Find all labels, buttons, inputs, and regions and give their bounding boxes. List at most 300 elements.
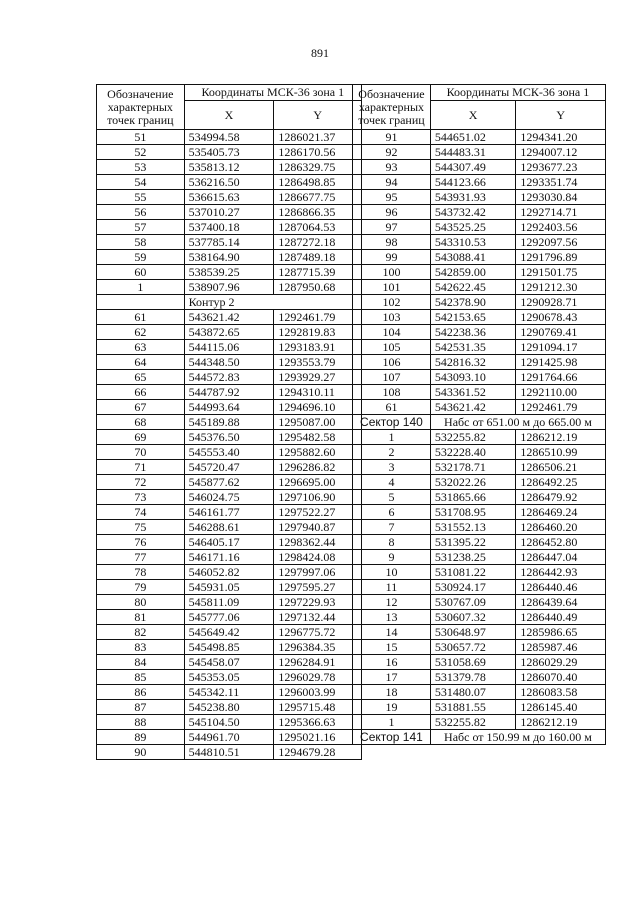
coord-x: 545777.06 bbox=[184, 610, 274, 625]
coord-y: 1295087.00 bbox=[274, 415, 362, 430]
coord-x: 532178.71 bbox=[430, 460, 516, 475]
coord-y: 1296284.91 bbox=[274, 655, 362, 670]
point-number: 4 bbox=[353, 475, 431, 490]
coord-x: 545104.50 bbox=[184, 715, 274, 730]
coord-x: 530767.09 bbox=[430, 595, 516, 610]
point-number: 106 bbox=[353, 355, 431, 370]
point-number: 8 bbox=[353, 535, 431, 550]
table-row bbox=[97, 700, 362, 715]
coord-x: 531881.55 bbox=[430, 700, 516, 715]
coord-y: 1286440.46 bbox=[516, 580, 606, 595]
point-number: 2 bbox=[353, 445, 431, 460]
coord-y: 1297522.27 bbox=[274, 505, 362, 520]
table-row bbox=[353, 520, 606, 535]
point-number: 12 bbox=[353, 595, 431, 610]
header-y: Y bbox=[274, 101, 362, 130]
coord-x: 530648.97 bbox=[430, 625, 516, 640]
point-number: 62 bbox=[97, 325, 185, 340]
header-x: X bbox=[430, 101, 516, 130]
coord-y: 1286447.04 bbox=[516, 550, 606, 565]
coord-x: 545498.85 bbox=[184, 640, 274, 655]
point-number: 5 bbox=[353, 490, 431, 505]
table-row bbox=[353, 220, 606, 235]
coord-y: 1296384.35 bbox=[274, 640, 362, 655]
table-row bbox=[97, 130, 362, 145]
point-number: 71 bbox=[97, 460, 185, 475]
point-number: 94 bbox=[353, 175, 431, 190]
coord-y: 1286866.35 bbox=[274, 205, 362, 220]
coord-y: 1295715.48 bbox=[274, 700, 362, 715]
coord-y: 1293553.79 bbox=[274, 355, 362, 370]
table-row bbox=[97, 460, 362, 475]
coord-y: 1291212.30 bbox=[516, 280, 606, 295]
table-row bbox=[97, 625, 362, 640]
table-row bbox=[353, 205, 606, 220]
header-y: Y bbox=[516, 101, 606, 130]
coord-x: 546052.82 bbox=[184, 565, 274, 580]
point-number: 66 bbox=[97, 385, 185, 400]
coord-x: 543310.53 bbox=[430, 235, 516, 250]
point-number: 80 bbox=[97, 595, 185, 610]
point-number: 7 bbox=[353, 520, 431, 535]
table-row bbox=[97, 385, 362, 400]
coord-y: 1291796.89 bbox=[516, 250, 606, 265]
coord-y: 1286170.56 bbox=[274, 145, 362, 160]
point-number: 69 bbox=[97, 430, 185, 445]
table-row bbox=[97, 655, 362, 670]
coord-x: 530607.32 bbox=[430, 610, 516, 625]
coord-x: 545877.62 bbox=[184, 475, 274, 490]
coord-y: 1297595.27 bbox=[274, 580, 362, 595]
point-number: 78 bbox=[97, 565, 185, 580]
point-number: 6 bbox=[353, 505, 431, 520]
coord-y: 1296286.82 bbox=[274, 460, 362, 475]
coord-y: 1293030.84 bbox=[516, 190, 606, 205]
table-row bbox=[353, 430, 606, 445]
header-x: X bbox=[184, 101, 274, 130]
point-number: 99 bbox=[353, 250, 431, 265]
table-row bbox=[97, 400, 362, 415]
coord-y: 1290928.71 bbox=[516, 295, 606, 310]
table-row bbox=[353, 535, 606, 550]
coord-y: 1286677.75 bbox=[274, 190, 362, 205]
coord-y: 1292714.71 bbox=[516, 205, 606, 220]
point-number: 70 bbox=[97, 445, 185, 460]
coord-y: 1286083.58 bbox=[516, 685, 606, 700]
table-row bbox=[97, 640, 362, 655]
table-row bbox=[97, 310, 362, 325]
contour-row bbox=[97, 295, 362, 310]
coord-x: 543093.10 bbox=[430, 370, 516, 385]
table-row bbox=[353, 715, 606, 730]
table-row bbox=[97, 505, 362, 520]
table-row bbox=[97, 595, 362, 610]
table-row bbox=[353, 280, 606, 295]
coord-y: 1286329.75 bbox=[274, 160, 362, 175]
table-row bbox=[353, 640, 606, 655]
header-designation: Обозначение характерных точек границ bbox=[353, 85, 431, 130]
coord-y: 1291094.17 bbox=[516, 340, 606, 355]
point-number: 63 bbox=[97, 340, 185, 355]
coord-y: 1286460.20 bbox=[516, 520, 606, 535]
coord-x: 531865.66 bbox=[430, 490, 516, 505]
coord-x: 544483.31 bbox=[430, 145, 516, 160]
table-row bbox=[353, 655, 606, 670]
coord-x: 538907.96 bbox=[184, 280, 274, 295]
coord-x: 546024.75 bbox=[184, 490, 274, 505]
sector-label: Сектор 140 bbox=[353, 415, 431, 430]
table-row bbox=[97, 355, 362, 370]
table-row bbox=[353, 400, 606, 415]
coord-x: 545376.50 bbox=[184, 430, 274, 445]
table-row bbox=[353, 130, 606, 145]
point-number: 58 bbox=[97, 235, 185, 250]
table-row bbox=[97, 535, 362, 550]
point-number: 107 bbox=[353, 370, 431, 385]
table-row bbox=[97, 325, 362, 340]
point-number: 93 bbox=[353, 160, 431, 175]
coord-y: 1286070.40 bbox=[516, 670, 606, 685]
coord-x: 546288.61 bbox=[184, 520, 274, 535]
point-number: 17 bbox=[353, 670, 431, 685]
coord-x: 542622.45 bbox=[430, 280, 516, 295]
point-number: 59 bbox=[97, 250, 185, 265]
coord-y: 1297132.44 bbox=[274, 610, 362, 625]
coord-x: 544348.50 bbox=[184, 355, 274, 370]
point-number: 72 bbox=[97, 475, 185, 490]
header-coords: Координаты МСК-36 зона 1 bbox=[430, 85, 605, 101]
point-number: 51 bbox=[97, 130, 185, 145]
point-number: 92 bbox=[353, 145, 431, 160]
point-number: 102 bbox=[353, 295, 431, 310]
table-row bbox=[97, 205, 362, 220]
table-row bbox=[353, 355, 606, 370]
coord-x: 545238.80 bbox=[184, 700, 274, 715]
coord-y: 1287715.39 bbox=[274, 265, 362, 280]
table-row bbox=[97, 265, 362, 280]
point-number: 9 bbox=[353, 550, 431, 565]
coord-x: 530924.17 bbox=[430, 580, 516, 595]
coord-y: 1295882.60 bbox=[274, 445, 362, 460]
coord-x: 538539.25 bbox=[184, 265, 274, 280]
coord-y: 1286212.19 bbox=[516, 715, 606, 730]
table-row bbox=[353, 475, 606, 490]
coord-y: 1294007.12 bbox=[516, 145, 606, 160]
coord-x: 543621.42 bbox=[430, 400, 516, 415]
coord-y: 1287064.53 bbox=[274, 220, 362, 235]
table-row bbox=[97, 160, 362, 175]
table-row bbox=[97, 715, 362, 730]
coord-x: 542378.90 bbox=[430, 295, 516, 310]
table-row bbox=[97, 415, 362, 430]
sector-row bbox=[353, 415, 606, 430]
coord-x: 545811.09 bbox=[184, 595, 274, 610]
table-row bbox=[353, 175, 606, 190]
point-number: 77 bbox=[97, 550, 185, 565]
coord-x: 543621.42 bbox=[184, 310, 274, 325]
coord-x: 531395.22 bbox=[430, 535, 516, 550]
table-row bbox=[97, 520, 362, 535]
coord-x: 544307.49 bbox=[430, 160, 516, 175]
coord-x: 544123.66 bbox=[430, 175, 516, 190]
coord-y: 1292110.00 bbox=[516, 385, 606, 400]
table-row bbox=[97, 370, 362, 385]
coord-x: 536615.63 bbox=[184, 190, 274, 205]
point-number: 74 bbox=[97, 505, 185, 520]
table-row bbox=[353, 580, 606, 595]
point-number: 10 bbox=[353, 565, 431, 580]
table-row bbox=[353, 685, 606, 700]
point-number: 55 bbox=[97, 190, 185, 205]
table-row bbox=[353, 460, 606, 475]
coord-x: 544961.70 bbox=[184, 730, 274, 745]
table-row bbox=[97, 175, 362, 190]
coord-y: 1286145.40 bbox=[516, 700, 606, 715]
coord-x: 535405.73 bbox=[184, 145, 274, 160]
coord-y: 1292819.83 bbox=[274, 325, 362, 340]
coord-y: 1285987.46 bbox=[516, 640, 606, 655]
point-number: 100 bbox=[353, 265, 431, 280]
coord-y: 1296003.99 bbox=[274, 685, 362, 700]
point-number: 84 bbox=[97, 655, 185, 670]
coord-y: 1296029.78 bbox=[274, 670, 362, 685]
coord-x: 537785.14 bbox=[184, 235, 274, 250]
coord-x: 531238.25 bbox=[430, 550, 516, 565]
coord-x: 532228.40 bbox=[430, 445, 516, 460]
coord-x: 545353.05 bbox=[184, 670, 274, 685]
point-number: 14 bbox=[353, 625, 431, 640]
coord-y: 1294310.11 bbox=[274, 385, 362, 400]
table-row bbox=[353, 565, 606, 580]
coord-x: 536216.50 bbox=[184, 175, 274, 190]
header-designation: Обозначение характерных точек границ bbox=[97, 85, 185, 130]
coordinates-table-right bbox=[352, 84, 606, 745]
table-row bbox=[353, 190, 606, 205]
table-row bbox=[97, 550, 362, 565]
sector-row bbox=[353, 730, 606, 745]
coord-y: 1286506.21 bbox=[516, 460, 606, 475]
coord-y: 1293351.74 bbox=[516, 175, 606, 190]
point-number: 15 bbox=[353, 640, 431, 655]
point-number: 88 bbox=[97, 715, 185, 730]
coord-y: 1293929.27 bbox=[274, 370, 362, 385]
coord-x: 544993.64 bbox=[184, 400, 274, 415]
point-number: 97 bbox=[353, 220, 431, 235]
coord-y: 1287950.68 bbox=[274, 280, 362, 295]
coord-x: 532022.26 bbox=[430, 475, 516, 490]
table-row bbox=[353, 700, 606, 715]
coord-y: 1286029.29 bbox=[516, 655, 606, 670]
coord-y: 1292097.56 bbox=[516, 235, 606, 250]
coord-x: 545720.47 bbox=[184, 460, 274, 475]
table-row bbox=[353, 265, 606, 280]
coord-x: 542816.32 bbox=[430, 355, 516, 370]
coord-y: 1286479.92 bbox=[516, 490, 606, 505]
coord-x: 543088.41 bbox=[430, 250, 516, 265]
contour-label: Контур 2 bbox=[184, 295, 361, 310]
coord-x: 531480.07 bbox=[430, 685, 516, 700]
table-row bbox=[97, 235, 362, 250]
coord-x: 544810.51 bbox=[184, 745, 274, 760]
coord-y: 1286442.93 bbox=[516, 565, 606, 580]
table-row bbox=[97, 340, 362, 355]
point-number: 101 bbox=[353, 280, 431, 295]
coord-y: 1290678.43 bbox=[516, 310, 606, 325]
coord-x: 545189.88 bbox=[184, 415, 274, 430]
coord-x: 537400.18 bbox=[184, 220, 274, 235]
coord-y: 1291425.98 bbox=[516, 355, 606, 370]
coord-x: 543732.42 bbox=[430, 205, 516, 220]
table-row bbox=[353, 370, 606, 385]
coord-y: 1293183.91 bbox=[274, 340, 362, 355]
point-number: 64 bbox=[97, 355, 185, 370]
table-row bbox=[353, 445, 606, 460]
point-number: 90 bbox=[97, 745, 185, 760]
point-number: 18 bbox=[353, 685, 431, 700]
coord-y: 1291764.66 bbox=[516, 370, 606, 385]
coord-x: 546171.16 bbox=[184, 550, 274, 565]
coord-y: 1292461.79 bbox=[516, 400, 606, 415]
point-number: 73 bbox=[97, 490, 185, 505]
point-number: 16 bbox=[353, 655, 431, 670]
coord-x: 532255.82 bbox=[430, 430, 516, 445]
coord-y: 1291501.75 bbox=[516, 265, 606, 280]
point-number: 61 bbox=[353, 400, 431, 415]
table-row bbox=[353, 250, 606, 265]
point-number: 57 bbox=[97, 220, 185, 235]
coord-x: 531081.22 bbox=[430, 565, 516, 580]
point-number: 68 bbox=[97, 415, 185, 430]
table-row bbox=[353, 550, 606, 565]
coord-x: 545649.42 bbox=[184, 625, 274, 640]
table-row bbox=[353, 235, 606, 250]
table-row bbox=[97, 745, 362, 760]
table-row bbox=[353, 670, 606, 685]
table-row bbox=[97, 280, 362, 295]
point-number: 3 bbox=[353, 460, 431, 475]
point-number: 65 bbox=[97, 370, 185, 385]
table-row bbox=[353, 310, 606, 325]
coord-y: 1296695.00 bbox=[274, 475, 362, 490]
coord-y: 1298362.44 bbox=[274, 535, 362, 550]
coord-y: 1285986.65 bbox=[516, 625, 606, 640]
table-row bbox=[97, 220, 362, 235]
coord-x: 543525.25 bbox=[430, 220, 516, 235]
coord-y: 1297106.90 bbox=[274, 490, 362, 505]
coord-x: 534994.58 bbox=[184, 130, 274, 145]
header-coords: Координаты МСК-36 зона 1 bbox=[184, 85, 361, 101]
point-number: 96 bbox=[353, 205, 431, 220]
table-row bbox=[353, 160, 606, 175]
coord-y: 1294696.10 bbox=[274, 400, 362, 415]
table-row bbox=[353, 625, 606, 640]
coord-y: 1286498.85 bbox=[274, 175, 362, 190]
coord-y: 1286452.80 bbox=[516, 535, 606, 550]
table-row bbox=[353, 385, 606, 400]
coord-y: 1292403.56 bbox=[516, 220, 606, 235]
table-row bbox=[97, 445, 362, 460]
coord-x: 535813.12 bbox=[184, 160, 274, 175]
coord-x: 543872.65 bbox=[184, 325, 274, 340]
coord-y: 1286021.37 bbox=[274, 130, 362, 145]
table-row bbox=[353, 145, 606, 160]
coord-y: 1297940.87 bbox=[274, 520, 362, 535]
coord-x: 545458.07 bbox=[184, 655, 274, 670]
point-number: 11 bbox=[353, 580, 431, 595]
nabs-range: Набс от 150.99 м до 160.00 м bbox=[430, 730, 605, 745]
coord-y: 1286469.24 bbox=[516, 505, 606, 520]
coord-x: 544115.06 bbox=[184, 340, 274, 355]
point-number: 91 bbox=[353, 130, 431, 145]
point-number: 82 bbox=[97, 625, 185, 640]
point-number: 13 bbox=[353, 610, 431, 625]
point-number: 98 bbox=[353, 235, 431, 250]
table-row bbox=[353, 490, 606, 505]
table-row bbox=[97, 610, 362, 625]
table-row bbox=[353, 295, 606, 310]
coord-y: 1286439.64 bbox=[516, 595, 606, 610]
coord-x: 544572.83 bbox=[184, 370, 274, 385]
coord-x: 537010.27 bbox=[184, 205, 274, 220]
coord-x: 543931.93 bbox=[430, 190, 516, 205]
point-number: 53 bbox=[97, 160, 185, 175]
point-number: 79 bbox=[97, 580, 185, 595]
coord-y: 1296775.72 bbox=[274, 625, 362, 640]
nabs-range: Набс от 651.00 м до 665.00 м bbox=[430, 415, 605, 430]
coord-x: 531708.95 bbox=[430, 505, 516, 520]
coord-x: 542531.35 bbox=[430, 340, 516, 355]
coord-y: 1295021.16 bbox=[274, 730, 362, 745]
point-number: 54 bbox=[97, 175, 185, 190]
coord-x: 542238.36 bbox=[430, 325, 516, 340]
coord-x: 542153.65 bbox=[430, 310, 516, 325]
table-row bbox=[353, 505, 606, 520]
coord-y: 1287489.18 bbox=[274, 250, 362, 265]
table-row bbox=[97, 730, 362, 745]
coord-y: 1295366.63 bbox=[274, 715, 362, 730]
coord-x: 544651.02 bbox=[430, 130, 516, 145]
coord-x: 545342.11 bbox=[184, 685, 274, 700]
coord-x: 531058.69 bbox=[430, 655, 516, 670]
table-row bbox=[97, 475, 362, 490]
coord-y: 1286510.99 bbox=[516, 445, 606, 460]
coord-y: 1292461.79 bbox=[274, 310, 362, 325]
coord-y: 1295482.58 bbox=[274, 430, 362, 445]
sector-label: Сектор 141 bbox=[353, 730, 431, 745]
point-number: 85 bbox=[97, 670, 185, 685]
point-number: 1 bbox=[97, 280, 185, 295]
coord-y: 1294341.20 bbox=[516, 130, 606, 145]
point-number: 1 bbox=[353, 430, 431, 445]
point-number: 87 bbox=[97, 700, 185, 715]
coord-y: 1286212.19 bbox=[516, 430, 606, 445]
point-number: 76 bbox=[97, 535, 185, 550]
coord-y: 1290769.41 bbox=[516, 325, 606, 340]
point-number: 67 bbox=[97, 400, 185, 415]
coord-x: 546161.77 bbox=[184, 505, 274, 520]
coord-y: 1297997.06 bbox=[274, 565, 362, 580]
coord-x: 530657.72 bbox=[430, 640, 516, 655]
point-number: 103 bbox=[353, 310, 431, 325]
point-number: 86 bbox=[97, 685, 185, 700]
point-number: 56 bbox=[97, 205, 185, 220]
table-row bbox=[353, 595, 606, 610]
point-number: 60 bbox=[97, 265, 185, 280]
coord-x: 544787.92 bbox=[184, 385, 274, 400]
table-row bbox=[97, 430, 362, 445]
coord-x: 532255.82 bbox=[430, 715, 516, 730]
point-number: 81 bbox=[97, 610, 185, 625]
